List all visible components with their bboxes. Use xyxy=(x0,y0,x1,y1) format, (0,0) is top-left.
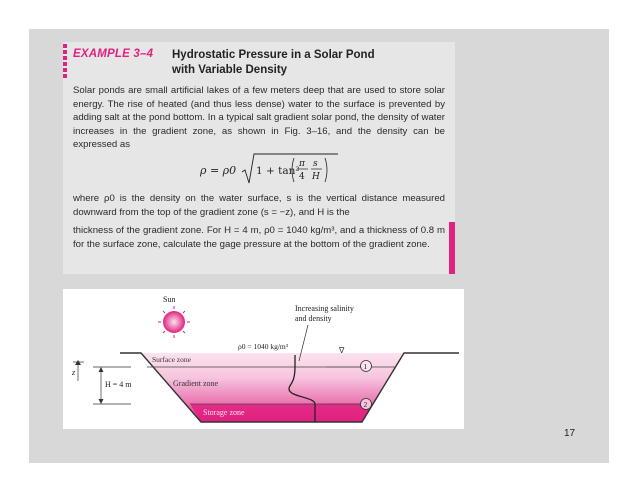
formula-one-plus-tan: 1 + tan² xyxy=(256,165,300,177)
example-paragraph-1: Solar ponds are small artificial lakes of a few meters deep that are used to store solar energy. The rise of heated (and thus less dense) water to the surface is prevented by adding salt at the pond bottom. In a typical salt gradient solar pond, the density of water increases in the gradient zone, as shown in Fig. 3–16, and the density can be expressed as xyxy=(73,85,445,150)
storage-zone-label: Storage zone xyxy=(203,408,245,417)
example-accent-bar xyxy=(63,44,67,78)
rho-label: ρ0 = 1040 kg/m³ xyxy=(238,342,289,351)
sun-icon xyxy=(158,306,190,338)
salinity-label-line1: Increasing salinity xyxy=(295,304,354,313)
formula-four: 4 xyxy=(299,172,305,182)
solar-pond-diagram xyxy=(63,289,464,429)
example-label: EXAMPLE 3–4 xyxy=(73,48,154,60)
sun-label: Sun xyxy=(163,295,176,304)
z-axis-arrow xyxy=(75,360,81,365)
formula-paren-right xyxy=(325,158,327,182)
example-accent-bar-right xyxy=(449,222,455,274)
example-title-line1: Hydrostatic Pressure in a Solar Pond xyxy=(172,49,375,61)
z-axis-label: z xyxy=(72,368,76,377)
formula-H: H xyxy=(312,172,320,182)
formula-s: s xyxy=(313,159,318,169)
point2-label: 2 xyxy=(363,400,368,409)
example-title xyxy=(172,48,442,78)
density-formula xyxy=(200,150,340,190)
salinity-label-line2: and density xyxy=(295,314,332,323)
example-paragraph-3: thickness of the gradient zone. For H = 4 m, ρ0 = 1040 kg/m³, and a thickness of 0.8 m for the surface zone, calculate the gage pressure at the bottom of the gradient zone. xyxy=(73,225,445,250)
surface-zone-label: Surface zone xyxy=(152,355,191,364)
page-number: 17 xyxy=(564,428,576,439)
solar-pond-figure xyxy=(63,289,464,429)
h-dim-label: H = 4 m xyxy=(105,380,132,389)
formula-pi: π xyxy=(299,159,305,169)
gradient-zone-label: Gradient zone xyxy=(173,379,219,388)
h-dim-arrow-up xyxy=(99,367,104,372)
h-dim-arrow-down xyxy=(99,399,104,404)
free-surface-icon: ∇ xyxy=(339,346,345,355)
example-title-line2: with Variable Density xyxy=(172,64,288,76)
example-paragraph-2: where ρ0 is the density on the water surface, s is the vertical distance measured downward from the top of the gradient zone (s = −z), and H is the xyxy=(73,193,445,218)
formula-lhs: ρ = ρ0 xyxy=(200,164,237,177)
point1-label: 1 xyxy=(363,362,368,371)
